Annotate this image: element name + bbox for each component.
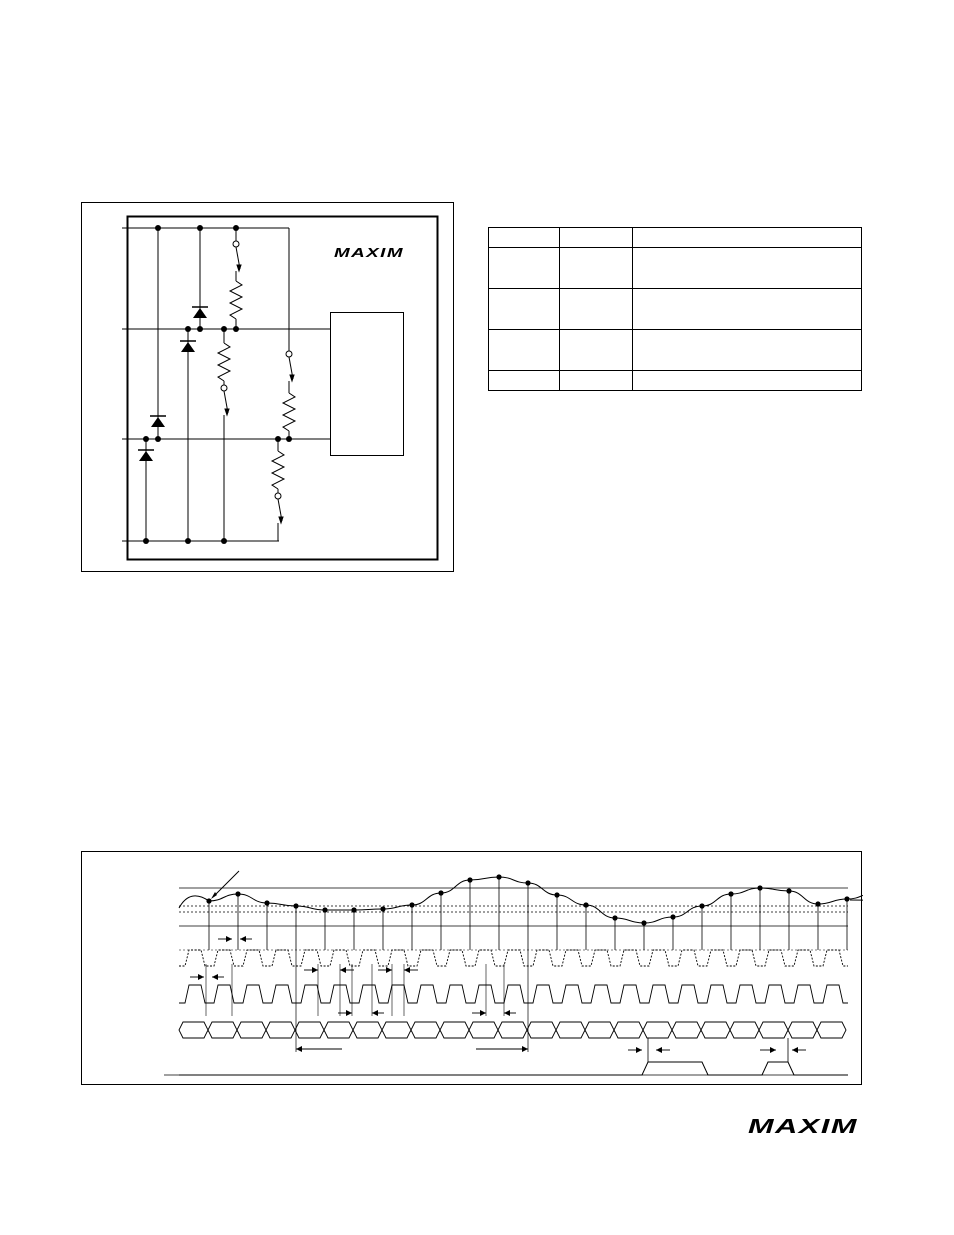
diode-4 [192, 307, 208, 318]
timing-arrow-head [636, 1047, 642, 1053]
timing-arrow-head [312, 967, 318, 973]
pointer-arrow [211, 871, 239, 899]
sample-dot [786, 888, 791, 893]
timing-diagram [82, 852, 863, 1086]
sample-dot [438, 890, 443, 895]
timing-arrow-head [770, 1047, 776, 1053]
table-cell [560, 289, 633, 330]
sample-dot [525, 880, 530, 885]
timing-arrow-head [656, 1047, 662, 1053]
table-cell [633, 248, 862, 289]
schematic-figure-frame [81, 202, 454, 572]
table-row [489, 330, 862, 371]
svg-text:MAXIM: MAXIM [748, 1116, 859, 1137]
sample-dot [264, 900, 269, 905]
svg-text:MAXIM: MAXIM [334, 245, 405, 259]
table-cell [560, 248, 633, 289]
table-cell [633, 330, 862, 371]
sample-dot [844, 896, 849, 901]
sample-dot [699, 903, 704, 908]
table-cell [489, 371, 560, 391]
sample-dot [757, 885, 762, 890]
sample-dot [380, 906, 385, 911]
table-header-row [489, 228, 862, 248]
timing-arrow-head [346, 1010, 352, 1016]
table-cell [489, 289, 560, 330]
timing-marks [179, 874, 863, 1075]
sample-dot [293, 903, 298, 908]
timing-arrow-head [296, 1046, 302, 1052]
timing-arrow-head [522, 1046, 528, 1052]
sample-dot [206, 898, 211, 903]
table-cell [633, 289, 862, 330]
table-header-cell [633, 228, 862, 248]
internal-block [331, 313, 404, 456]
timing-arrow-head [198, 974, 204, 980]
timing-arrow-head [504, 1010, 510, 1016]
sample-dot [670, 914, 675, 919]
sample-dot [728, 891, 733, 896]
table-row [489, 289, 862, 330]
table-cell [489, 248, 560, 289]
table-cell [560, 371, 633, 391]
table-cell [489, 330, 560, 371]
timing-arrow-head [792, 1047, 798, 1053]
switch-resistor-branch-1 [230, 228, 242, 329]
timing-figure-frame [81, 851, 862, 1085]
sample-dot [641, 920, 646, 925]
sample-dot [409, 902, 414, 907]
ic-boundary [128, 217, 438, 560]
sample-dot [554, 892, 559, 897]
output-pulse [179, 1062, 848, 1075]
maxim-logo-footer [748, 1115, 860, 1137]
junction-dots [143, 225, 292, 544]
table-row [489, 371, 862, 391]
sample-dot [583, 902, 588, 907]
data-bus [179, 1022, 846, 1038]
timing-arrow-head [372, 1010, 378, 1016]
sample-dot [322, 907, 327, 912]
diode-3 [180, 341, 196, 352]
switch-resistor-branch-2 [218, 329, 230, 541]
timing-arrow-head [226, 936, 232, 942]
sample-dot [496, 874, 501, 879]
sample-dot [235, 891, 240, 896]
table-header-cell [560, 228, 633, 248]
table-row [489, 248, 862, 289]
timing-arrow-head [212, 974, 218, 980]
clock-signal-solid [179, 985, 848, 1003]
diode-2 [150, 416, 166, 427]
diode-1 [138, 450, 154, 461]
sample-dot [815, 901, 820, 906]
maxim-logo-figure [334, 245, 406, 259]
reference-table [488, 227, 862, 391]
analog-waveform [179, 877, 863, 923]
switch-resistor-branch-4 [272, 439, 284, 541]
table-header-cell [489, 228, 560, 248]
sample-dot [351, 907, 356, 912]
table-cell [560, 330, 633, 371]
timing-arrow-head [480, 1010, 486, 1016]
table-cell [633, 371, 862, 391]
switch-resistor-branch-3 [283, 228, 295, 439]
timing-arrow-head [386, 967, 392, 973]
timing-arrow-head [340, 967, 346, 973]
clock-signal-dotted [179, 950, 848, 966]
sample-dot [612, 915, 617, 920]
timing-arrow-head [404, 967, 410, 973]
timing-arrow-head [240, 936, 246, 942]
sample-dot [467, 877, 472, 882]
